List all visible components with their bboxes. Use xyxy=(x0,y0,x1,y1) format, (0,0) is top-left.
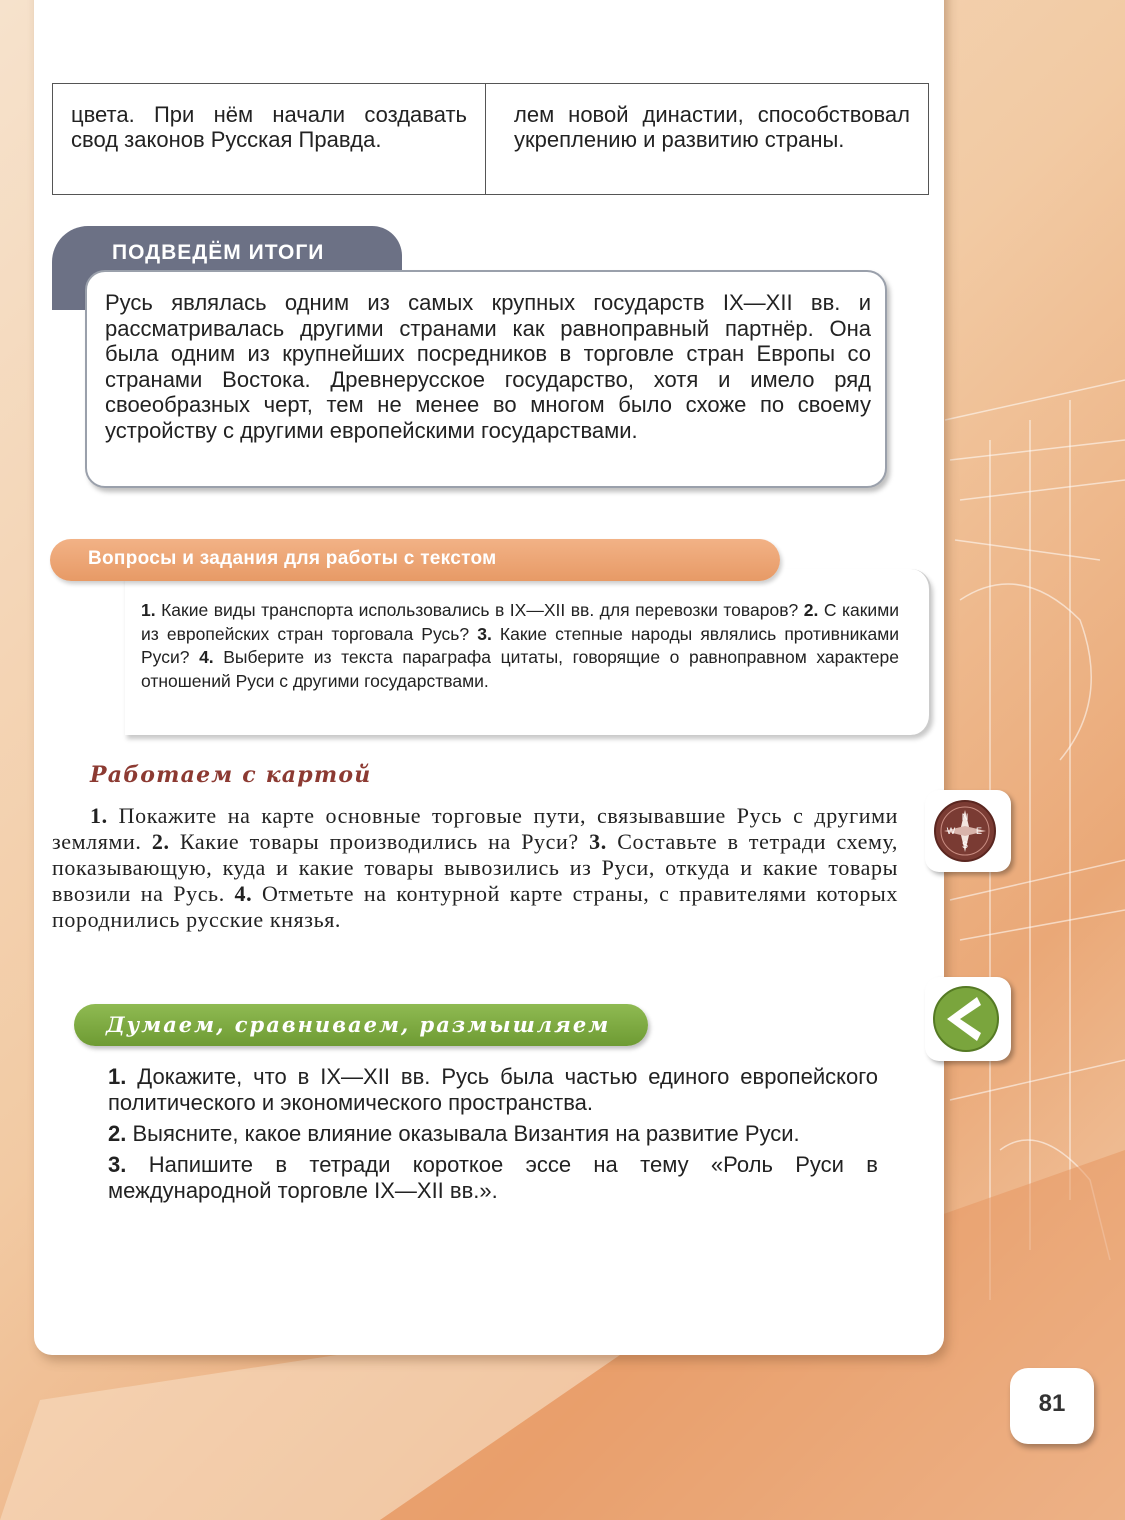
map-task-1: 1. Покажите на карте основные торговые пути, связывавшие Русь с другими землями. xyxy=(52,803,898,854)
compass-icon xyxy=(925,790,1011,872)
back-arrow-icon xyxy=(925,977,1011,1061)
page-number-box xyxy=(1010,1368,1094,1444)
map-task-2: 2. Какие товары производились на Руси? xyxy=(151,829,590,854)
page-number: 81 xyxy=(1038,1390,1066,1417)
summary-text: Русь являлась одним из самых крупных государств IX—XII вв. и рассматривалась другими странами как равноправный партнёр. Она была одним из крупнейших посредников в торговле стран Европы со странами Востока. Древнерусское государство, хотя и имело ряд своеобразных черт, тем не менее во многом было схоже по своему устройству с другими европейскими государствами. xyxy=(85,270,887,488)
table-cell-left: цвета. При нём начали создавать свод законов Русская Правда. xyxy=(53,84,486,194)
think-task-2: 2. Выясните, какое влияние оказывала Византия на развитие Руси. xyxy=(108,1121,800,1146)
table-cell-right: лем новой династии, способствовал укреплению и развитию страны. xyxy=(514,102,910,152)
map-task-3: 3. Составьте в тетради схему, показывающую, куда и какие товары вывозились из Руси, откуда и какие товары ввозили на Русь. xyxy=(52,829,898,906)
think-title: Думаем, сравниваем, размышляем xyxy=(106,1012,611,1037)
summary-title: ПОДВЕДЁМ ИТОГИ xyxy=(112,241,325,264)
compass-badge[interactable] xyxy=(925,790,1011,872)
svg-text:N: N xyxy=(961,812,969,822)
question-3: 3. Какие степные народы являлись противниками Руси? xyxy=(141,623,899,667)
back-badge[interactable] xyxy=(925,977,1011,1061)
think-task-1: 1. Докажите, что в IX—XII вв. Русь была частью единого европейского политического и экономического пространства. xyxy=(108,1064,878,1115)
svg-text:W: W xyxy=(946,826,956,836)
map-work-title: Работаем с картой xyxy=(90,762,372,788)
question-2: 2. С какими из европейских стран торговала Русь? xyxy=(141,600,899,644)
svg-text:S: S xyxy=(961,840,969,850)
think-task-3: 3. Напишите в тетради короткое эссе на тему «Роль Руси в международной торговле IX—XII вв.». xyxy=(108,1152,878,1203)
map-task-4: 4. Отметьте на контурной карте страны, с правителями которых породнились русские князья. xyxy=(52,881,898,932)
question-1: 1. Какие виды транспорта использовались в IX—XII вв. для перевозки товаров? xyxy=(141,600,804,620)
questions-title: Вопросы и задания для работы с текстом xyxy=(88,548,497,569)
question-4: 4. Выберите из текста параграфа цитаты, говорящие о равноправном характере отношений Руси с другими государствами. xyxy=(141,647,899,691)
think-list xyxy=(108,1064,878,1209)
svg-text:E: E xyxy=(975,826,983,836)
questions-box xyxy=(125,569,931,735)
map-work-text xyxy=(52,803,898,933)
questions-header xyxy=(50,539,780,581)
table-fragment xyxy=(52,83,929,195)
think-header xyxy=(74,1004,648,1046)
